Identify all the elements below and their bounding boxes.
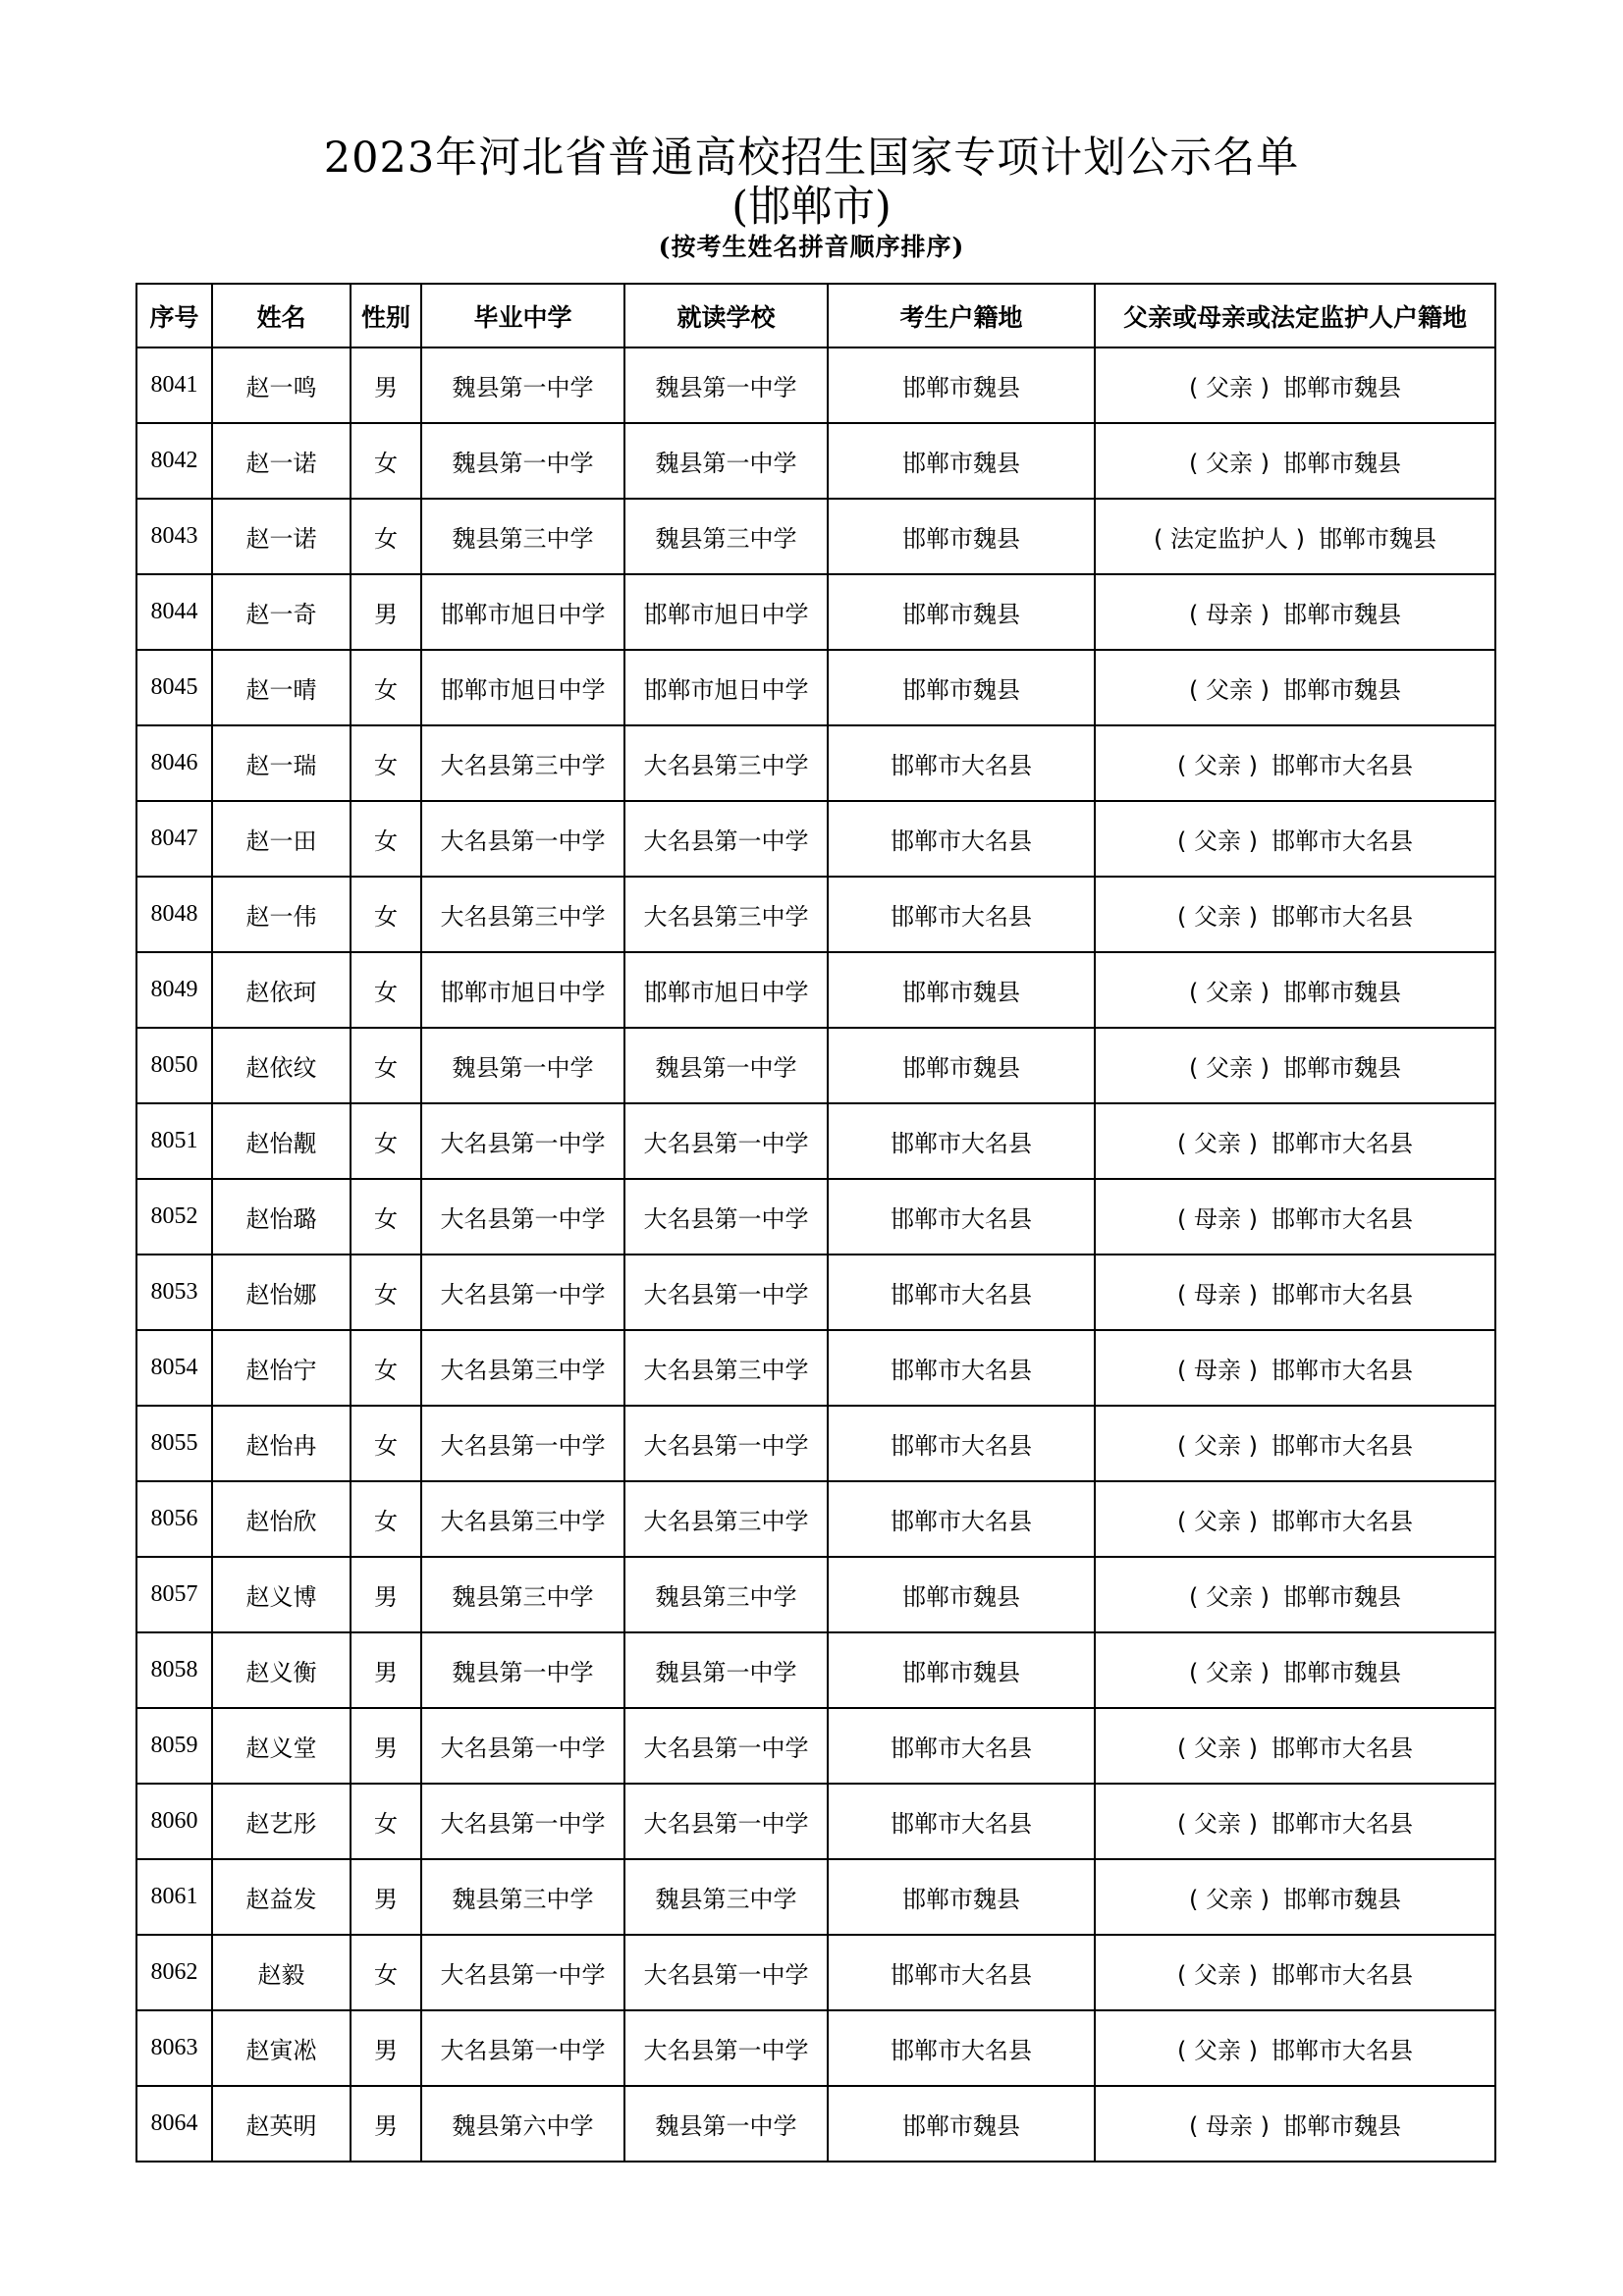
cell-grad-school: 魏县第三中学 (421, 1859, 624, 1935)
cell-guardian-hukou (1095, 801, 1495, 877)
cell-guardian-hukou (1095, 1179, 1495, 1255)
cell-hukou: 邯郸市大名县 (828, 1179, 1095, 1255)
guardian-location: 邯郸市魏县 (1282, 1659, 1401, 1686)
cell-current-school: 大名县第一中学 (624, 1784, 828, 1859)
cell-grad-school: 大名县第三中学 (421, 1330, 624, 1406)
cell-name: 赵一田 (212, 801, 351, 877)
table-row (136, 574, 1495, 650)
cell-hukou: 邯郸市魏县 (828, 1557, 1095, 1632)
cell-guardian-hukou (1095, 1255, 1495, 1330)
guardian-location: 邯郸市魏县 (1282, 2112, 1401, 2140)
cell-hukou: 邯郸市魏县 (828, 1859, 1095, 1935)
cell-gender: 男 (351, 574, 421, 650)
cell-gender: 男 (351, 347, 421, 423)
cell-name: 赵义博 (212, 1557, 351, 1632)
cell-current-school: 邯郸市旭日中学 (624, 650, 828, 725)
table-row (136, 650, 1495, 725)
document-subtitle: (邯郸市) (731, 183, 892, 232)
cell-hukou: 邯郸市大名县 (828, 1784, 1095, 1859)
cell-grad-school: 魏县第一中学 (421, 1632, 624, 1708)
guardian-location: 邯郸市大名县 (1271, 2037, 1413, 2064)
table-row (136, 1632, 1495, 1708)
cell-guardian-hukou (1095, 1632, 1495, 1708)
guardian-location: 邯郸市魏县 (1282, 1886, 1401, 1913)
cell-hukou: 邯郸市魏县 (828, 2086, 1095, 2162)
cell-gender: 女 (351, 952, 421, 1028)
guardian-relation: ( 父亲 ) (1177, 1810, 1258, 1838)
cell-name: 赵义衡 (212, 1632, 351, 1708)
cell-name: 赵英明 (212, 2086, 351, 2162)
table-row (136, 1330, 1495, 1406)
cell-grad-school: 大名县第一中学 (421, 2010, 624, 2086)
guardian-relation: ( 父亲 ) (1189, 374, 1270, 401)
guardian-location: 邯郸市大名县 (1271, 1281, 1413, 1308)
guardian-relation: ( 父亲 ) (1189, 1659, 1270, 1686)
cell-grad-school: 邯郸市旭日中学 (421, 650, 624, 725)
cell-gender: 男 (351, 1557, 421, 1632)
cell-current-school: 大名县第三中学 (624, 877, 828, 952)
guardian-relation: ( 母亲 ) (1189, 601, 1270, 628)
cell-current-school: 大名县第一中学 (624, 1406, 828, 1481)
roster-table (135, 283, 1496, 2163)
cell-gender: 女 (351, 423, 421, 499)
cell-current-school: 大名县第一中学 (624, 1255, 828, 1330)
cell-guardian-hukou (1095, 423, 1495, 499)
table-row (136, 1179, 1495, 1255)
cell-grad-school: 魏县第一中学 (421, 347, 624, 423)
cell-seq: 8053 (136, 1255, 212, 1330)
cell-seq: 8041 (136, 347, 212, 423)
roster-body (136, 347, 1495, 2162)
cell-seq: 8047 (136, 801, 212, 877)
cell-seq: 8059 (136, 1708, 212, 1784)
cell-seq: 8045 (136, 650, 212, 725)
cell-guardian-hukou (1095, 347, 1495, 423)
guardian-location: 邯郸市大名县 (1271, 1205, 1413, 1233)
cell-grad-school: 魏县第六中学 (421, 2086, 624, 2162)
cell-gender: 女 (351, 877, 421, 952)
cell-seq: 8046 (136, 725, 212, 801)
cell-name: 赵一瑞 (212, 725, 351, 801)
guardian-relation: ( 父亲 ) (1189, 1583, 1270, 1611)
cell-seq: 8063 (136, 2010, 212, 2086)
cell-seq: 8058 (136, 1632, 212, 1708)
cell-seq: 8052 (136, 1179, 212, 1255)
guardian-relation: ( 父亲 ) (1177, 752, 1258, 779)
cell-seq: 8051 (136, 1103, 212, 1179)
cell-current-school: 大名县第一中学 (624, 1179, 828, 1255)
guardian-location: 邯郸市大名县 (1271, 752, 1413, 779)
table-row (136, 1708, 1495, 1784)
cell-gender: 女 (351, 1028, 421, 1103)
cell-name: 赵一晴 (212, 650, 351, 725)
table-row (136, 952, 1495, 1028)
guardian-relation: ( 父亲 ) (1189, 1054, 1270, 1082)
guardian-relation: ( 父亲 ) (1177, 903, 1258, 931)
header-grad-school: 毕业中学 (421, 284, 624, 347)
cell-name: 赵依珂 (212, 952, 351, 1028)
cell-guardian-hukou (1095, 1028, 1495, 1103)
guardian-relation: ( 父亲 ) (1189, 676, 1270, 704)
cell-guardian-hukou (1095, 499, 1495, 574)
cell-seq: 8050 (136, 1028, 212, 1103)
cell-grad-school: 魏县第三中学 (421, 499, 624, 574)
cell-hukou: 邯郸市大名县 (828, 1708, 1095, 1784)
guardian-relation: ( 父亲 ) (1177, 1508, 1258, 1535)
cell-seq: 8060 (136, 1784, 212, 1859)
cell-hukou: 邯郸市大名县 (828, 1406, 1095, 1481)
cell-hukou: 邯郸市大名县 (828, 1103, 1095, 1179)
guardian-location: 邯郸市大名县 (1271, 1130, 1413, 1157)
cell-current-school: 魏县第一中学 (624, 1632, 828, 1708)
cell-hukou: 邯郸市魏县 (828, 650, 1095, 725)
cell-name: 赵怡宁 (212, 1330, 351, 1406)
cell-guardian-hukou (1095, 650, 1495, 725)
guardian-location: 邯郸市大名县 (1271, 1432, 1413, 1460)
cell-gender: 男 (351, 2010, 421, 2086)
cell-hukou: 邯郸市大名县 (828, 1330, 1095, 1406)
cell-gender: 男 (351, 1859, 421, 1935)
guardian-location: 邯郸市魏县 (1282, 1583, 1401, 1611)
table-row (136, 423, 1495, 499)
cell-current-school: 魏县第一中学 (624, 1028, 828, 1103)
cell-name: 赵怡冉 (212, 1406, 351, 1481)
table-row (136, 1255, 1495, 1330)
cell-gender: 女 (351, 1103, 421, 1179)
guardian-location: 邯郸市魏县 (1282, 1054, 1401, 1082)
cell-gender: 男 (351, 2086, 421, 2162)
cell-current-school: 大名县第一中学 (624, 1935, 828, 2010)
cell-name: 赵一诺 (212, 499, 351, 574)
guardian-location: 邯郸市大名县 (1271, 1735, 1413, 1762)
cell-name: 赵义堂 (212, 1708, 351, 1784)
cell-grad-school: 魏县第一中学 (421, 423, 624, 499)
cell-gender: 女 (351, 1481, 421, 1557)
guardian-relation: ( 父亲 ) (1177, 1130, 1258, 1157)
cell-seq: 8056 (136, 1481, 212, 1557)
guardian-relation: ( 父亲 ) (1177, 828, 1258, 855)
table-row (136, 801, 1495, 877)
cell-gender: 女 (351, 1330, 421, 1406)
header-hukou: 考生户籍地 (828, 284, 1095, 347)
guardian-location: 邯郸市魏县 (1318, 525, 1436, 553)
cell-grad-school: 大名县第一中学 (421, 1935, 624, 2010)
cell-gender: 女 (351, 725, 421, 801)
cell-current-school: 大名县第三中学 (624, 1330, 828, 1406)
cell-current-school: 大名县第一中学 (624, 1708, 828, 1784)
cell-gender: 女 (351, 801, 421, 877)
cell-guardian-hukou (1095, 1103, 1495, 1179)
header-row (136, 284, 1495, 347)
table-row (136, 1935, 1495, 2010)
cell-guardian-hukou (1095, 574, 1495, 650)
cell-gender: 女 (351, 1255, 421, 1330)
table-row (136, 347, 1495, 423)
guardian-relation: ( 父亲 ) (1189, 1886, 1270, 1913)
cell-seq: 8064 (136, 2086, 212, 2162)
cell-grad-school: 大名县第一中学 (421, 1103, 624, 1179)
header-name: 姓名 (212, 284, 351, 347)
cell-name: 赵怡娜 (212, 1255, 351, 1330)
cell-seq: 8048 (136, 877, 212, 952)
guardian-location: 邯郸市魏县 (1282, 676, 1401, 704)
cell-grad-school: 魏县第一中学 (421, 1028, 624, 1103)
cell-grad-school: 大名县第三中学 (421, 1481, 624, 1557)
table-row (136, 1481, 1495, 1557)
cell-gender: 男 (351, 1632, 421, 1708)
cell-hukou: 邯郸市大名县 (828, 1935, 1095, 2010)
cell-current-school: 魏县第三中学 (624, 1557, 828, 1632)
cell-guardian-hukou (1095, 1330, 1495, 1406)
guardian-relation: ( 母亲 ) (1189, 2112, 1270, 2140)
cell-grad-school: 大名县第一中学 (421, 801, 624, 877)
table-row (136, 1557, 1495, 1632)
cell-hukou: 邯郸市魏县 (828, 1632, 1095, 1708)
cell-seq: 8042 (136, 423, 212, 499)
guardian-location: 邯郸市魏县 (1282, 979, 1401, 1006)
cell-name: 赵怡觏 (212, 1103, 351, 1179)
guardian-relation: ( 父亲 ) (1189, 450, 1270, 477)
cell-grad-school: 大名县第三中学 (421, 725, 624, 801)
cell-grad-school: 大名县第一中学 (421, 1406, 624, 1481)
cell-guardian-hukou (1095, 2086, 1495, 2162)
guardian-relation: ( 父亲 ) (1177, 1432, 1258, 1460)
guardian-location: 邯郸市魏县 (1282, 601, 1401, 628)
table-row (136, 2010, 1495, 2086)
cell-current-school: 邯郸市旭日中学 (624, 574, 828, 650)
cell-guardian-hukou (1095, 1481, 1495, 1557)
guardian-location: 邯郸市大名县 (1271, 1508, 1413, 1535)
cell-name: 赵毅 (212, 1935, 351, 2010)
guardian-relation: ( 父亲 ) (1177, 2037, 1258, 2064)
cell-current-school: 魏县第一中学 (624, 347, 828, 423)
guardian-location: 邯郸市大名县 (1271, 1810, 1413, 1838)
guardian-relation: ( 母亲 ) (1177, 1205, 1258, 1233)
guardian-location: 邯郸市大名县 (1271, 828, 1413, 855)
header-gender: 性别 (351, 284, 421, 347)
cell-guardian-hukou (1095, 952, 1495, 1028)
cell-grad-school: 大名县第一中学 (421, 1255, 624, 1330)
cell-grad-school: 大名县第一中学 (421, 1179, 624, 1255)
guardian-relation: ( 父亲 ) (1177, 1735, 1258, 1762)
cell-name: 赵依纹 (212, 1028, 351, 1103)
table-row (136, 1859, 1495, 1935)
cell-grad-school: 大名县第三中学 (421, 877, 624, 952)
cell-guardian-hukou (1095, 1859, 1495, 1935)
cell-seq: 8061 (136, 1859, 212, 1935)
cell-grad-school: 邯郸市旭日中学 (421, 952, 624, 1028)
cell-seq: 8043 (136, 499, 212, 574)
cell-seq: 8057 (136, 1557, 212, 1632)
cell-name: 赵怡欣 (212, 1481, 351, 1557)
guardian-relation: ( 父亲 ) (1177, 1961, 1258, 1989)
cell-guardian-hukou (1095, 2010, 1495, 2086)
cell-guardian-hukou (1095, 1708, 1495, 1784)
cell-name: 赵益发 (212, 1859, 351, 1935)
cell-hukou: 邯郸市大名县 (828, 1481, 1095, 1557)
cell-hukou: 邯郸市大名县 (828, 1255, 1095, 1330)
guardian-location: 邯郸市魏县 (1282, 450, 1401, 477)
cell-seq: 8055 (136, 1406, 212, 1481)
cell-name: 赵一鸣 (212, 347, 351, 423)
cell-guardian-hukou (1095, 725, 1495, 801)
cell-current-school: 大名县第三中学 (624, 1481, 828, 1557)
cell-current-school: 魏县第三中学 (624, 499, 828, 574)
table-row (136, 725, 1495, 801)
guardian-location: 邯郸市大名县 (1271, 1357, 1413, 1384)
guardian-location: 邯郸市大名县 (1271, 903, 1413, 931)
cell-grad-school: 大名县第一中学 (421, 1784, 624, 1859)
cell-gender: 女 (351, 1179, 421, 1255)
cell-grad-school: 邯郸市旭日中学 (421, 574, 624, 650)
table-row (136, 2086, 1495, 2162)
cell-seq: 8044 (136, 574, 212, 650)
cell-current-school: 魏县第三中学 (624, 1859, 828, 1935)
guardian-relation: ( 法定监护人 ) (1154, 525, 1305, 553)
cell-hukou: 邯郸市魏县 (828, 1028, 1095, 1103)
cell-seq: 8062 (136, 1935, 212, 2010)
cell-gender: 女 (351, 1935, 421, 2010)
cell-name: 赵一伟 (212, 877, 351, 952)
cell-guardian-hukou (1095, 877, 1495, 952)
cell-grad-school: 大名县第一中学 (421, 1708, 624, 1784)
cell-gender: 女 (351, 499, 421, 574)
table-row (136, 877, 1495, 952)
cell-hukou: 邯郸市魏县 (828, 423, 1095, 499)
cell-hukou: 邯郸市大名县 (828, 2010, 1095, 2086)
document-title: 2023年河北省普通高校招生国家专项计划公示名单 (323, 133, 1300, 183)
cell-current-school: 魏县第一中学 (624, 423, 828, 499)
cell-guardian-hukou (1095, 1784, 1495, 1859)
header-current-school: 就读学校 (624, 284, 828, 347)
guardian-location: 邯郸市魏县 (1282, 374, 1401, 401)
cell-current-school: 邯郸市旭日中学 (624, 952, 828, 1028)
table-row (136, 1406, 1495, 1481)
header-seq: 序号 (136, 284, 212, 347)
cell-hukou: 邯郸市魏县 (828, 952, 1095, 1028)
table-row (136, 1103, 1495, 1179)
cell-guardian-hukou (1095, 1557, 1495, 1632)
cell-name: 赵怡璐 (212, 1179, 351, 1255)
table-row (136, 1028, 1495, 1103)
cell-name: 赵寅凇 (212, 2010, 351, 2086)
sort-note: (按考生姓名拼音顺序排序) (658, 233, 965, 261)
cell-hukou: 邯郸市大名县 (828, 801, 1095, 877)
guardian-relation: ( 母亲 ) (1177, 1357, 1258, 1384)
cell-hukou: 邯郸市大名县 (828, 877, 1095, 952)
cell-grad-school: 魏县第三中学 (421, 1557, 624, 1632)
cell-gender: 女 (351, 650, 421, 725)
cell-seq: 8054 (136, 1330, 212, 1406)
cell-current-school: 大名县第三中学 (624, 725, 828, 801)
cell-current-school: 大名县第一中学 (624, 801, 828, 877)
cell-name: 赵艺彤 (212, 1784, 351, 1859)
cell-hukou: 邯郸市魏县 (828, 499, 1095, 574)
guardian-relation: ( 父亲 ) (1189, 979, 1270, 1006)
guardian-relation: ( 母亲 ) (1177, 1281, 1258, 1308)
cell-name: 赵一奇 (212, 574, 351, 650)
header-guardian-hukou: 父亲或母亲或法定监护人户籍地 (1095, 284, 1495, 347)
cell-hukou: 邯郸市魏县 (828, 574, 1095, 650)
cell-gender: 女 (351, 1406, 421, 1481)
cell-seq: 8049 (136, 952, 212, 1028)
guardian-location: 邯郸市大名县 (1271, 1961, 1413, 1989)
cell-gender: 男 (351, 1708, 421, 1784)
table-row (136, 499, 1495, 574)
cell-name: 赵一诺 (212, 423, 351, 499)
cell-current-school: 大名县第一中学 (624, 2010, 828, 2086)
cell-gender: 女 (351, 1784, 421, 1859)
cell-hukou: 邯郸市魏县 (828, 347, 1095, 423)
cell-hukou: 邯郸市大名县 (828, 725, 1095, 801)
cell-current-school: 大名县第一中学 (624, 1103, 828, 1179)
cell-current-school: 魏县第一中学 (624, 2086, 828, 2162)
cell-guardian-hukou (1095, 1406, 1495, 1481)
table-row (136, 1784, 1495, 1859)
cell-guardian-hukou (1095, 1935, 1495, 2010)
